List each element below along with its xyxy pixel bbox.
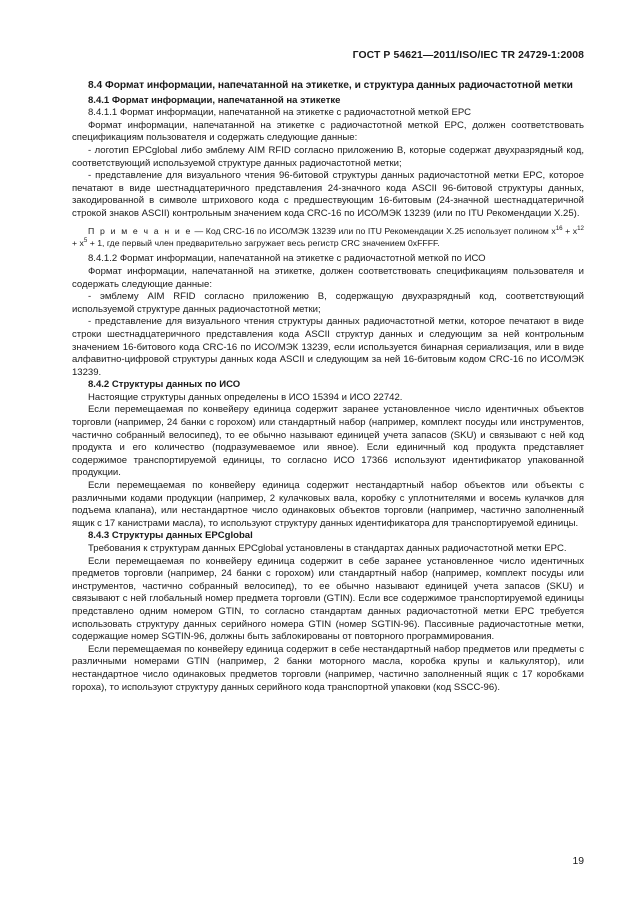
note-label: П р и м е ч а н и е <box>88 225 192 236</box>
paragraph: Формат информации, напечатанной на этикетке с радиочастотной меткой EPC, должен соответствовать спецификациям пользователя и содержать следующие данные: <box>72 119 584 144</box>
note-text: + 1, где первый член предварительно загружает весь регистр CRC значением 0xFFFF. <box>87 237 440 248</box>
paragraph: 8.4.1.2 Формат информации, напечатанной на этикетке с радиочастотной меткой по ИСО <box>88 253 486 265</box>
list-item: - представление для визуального чтения 96-битовой структуры данных радиочастотной метки EPC, которое печатают в виде шестнадцатеричного представления 24-значного кода ASCII 96-битовой структуры данных, закодированной в символе штрихового кода с предшествующим 16-битовым (24-значной шестнадцатеричной строкой знаков ASCII) контрольным значением кода CRC-16 по ИСО/МЭК 13239 (или по ITU Рекомендации X.25). <box>72 170 584 219</box>
exponent: 5 <box>83 237 88 245</box>
note-text: + x <box>72 237 84 248</box>
paragraph: 8.4.1.1 Формат информации, напечатанной на этикетке с радиочастотной меткой EPC <box>88 107 472 119</box>
paragraph: Формат информации, напечатанной на этикетке, должен соответствовать спецификациям пользователя и содержать следующие данные: <box>72 265 584 290</box>
section-heading-8-4-2: 8.4.2 Структуры данных по ИСО <box>88 379 241 391</box>
paragraph: Требования к структурам данных EPCglobal установлены в стандартах данных радиочастотной метки EPC. <box>88 543 567 554</box>
note-text: — Код CRC-16 по ИСО/МЭК 13239 или по ITU Рекомендации X.25 использует полином x <box>191 225 556 236</box>
paragraph: Если перемещаемая по конвейеру единица содержит в себе нестандартный набор предметов или предметы с различными номерами GTIN (например, 2 банки моторного масла, коробка крупы и калькулятор), или нестандартное число одинаковых предметов торговли (например, частично заполненный ящик с 17 коробками гороха), то используют структуру данных серийного кода транспортной упаковки (код SSCC-96). <box>72 643 584 693</box>
list-item: - логотип EPCglobal либо эмблему AIM RFID согласно приложению В, которые содержат двухразрядный код, соответствующий используемой структуре данных радиочастотной метки; <box>72 144 584 169</box>
note <box>72 225 584 250</box>
page-number: 19 <box>572 856 584 867</box>
document-header: ГОСТ Р 54621—2011/ISO/IEC TR 24729-1:2008 <box>352 50 584 61</box>
paragraph: Если перемещаемая по конвейеру единица содержит в себе заранее установленное число идентичных предметов торговли (например, 24 банки с горохом) или стандартный набор (например, комплект посуды или инструментов, частично собранный велосипед), то ее обычно называют единицей учета запасов (SKU) и связывают с ней глобальный номер предмета торговли (GTIN). Если все содержимое транспортируемой единицы представлено одним номером GTIN, то согласно стандартам данных радиочастотной метки EPC требуется использовать структуру данных серийного номера GTIN (номер SGTIN-96). Пассивные радиочастотные метки, содержащие номер SGTIN-96, должны быть заблокированы от повторного программирования. <box>72 555 584 643</box>
section-heading-8-4-1: 8.4.1 Формат информации, напечатанной на этикетке <box>88 94 341 106</box>
document-body <box>72 80 584 694</box>
exponent: 16 <box>555 224 563 232</box>
list-item: - представление для визуального чтения структуры данных радиочастотной метки, которое печатают в виде строки шестнадцатеричного представления кода ASCII структур данных и следующим за ней контрольным значением 16-битового кода CRC-16 по ИСО/МЭК 13239, если используется бинарная сериализация, или в виде алфавитно-цифровой структуры данных кода ASCII и следующим за ней 16-битовым кодом CRC-16 по ИСО/МЭК 13239. <box>72 316 584 378</box>
paragraph: Если перемещаемая по конвейеру единица содержит нестандартный набор объектов или объекты с различными кодами продукции (например, 2 кулачковых вала, коробку с уплотнителями и восемь кулачков для подъема клапана), или нестандартное число одинаковых объектов торговли (например, частично заполненный ящик с 17 канистрами масла), то используют структуру данных идентификатора для транспортируемой единицы. <box>72 480 584 529</box>
note-text: + x <box>562 225 578 236</box>
paragraph: Если перемещаемая по конвейеру единица содержит заранее установленное число идентичных объектов торговли (например, 24 банки с горохом) или стандартный набор (например, комплект посуды или инструментов, частично собранный велосипед), то ее обычно называют единицей учета запасов (SKU) и связывают с ней код продукта и его количество (подразумеваемое или явное). Если единичный код продукта представляет содержимое транспортируемой единицы, то согласно ИСО 17366 используют идентификатор упакованной продукции. <box>72 404 584 479</box>
list-item: - эмблему AIM RFID согласно приложению В, содержащую двухразрядный код, соответствующий используемой структуре данных радиочастотной метки; <box>72 291 584 315</box>
exponent: 12 <box>577 224 584 232</box>
paragraph: Настоящие структуры данных определены в ИСО 15394 и ИСО 22742. <box>88 391 403 403</box>
section-heading-8-4: 8.4 Формат информации, напечатанной на этикетке, и структура данных радиочастотной метки <box>88 80 573 91</box>
section-heading-8-4-3: 8.4.3 Структуры данных EPCglobal <box>88 530 253 542</box>
